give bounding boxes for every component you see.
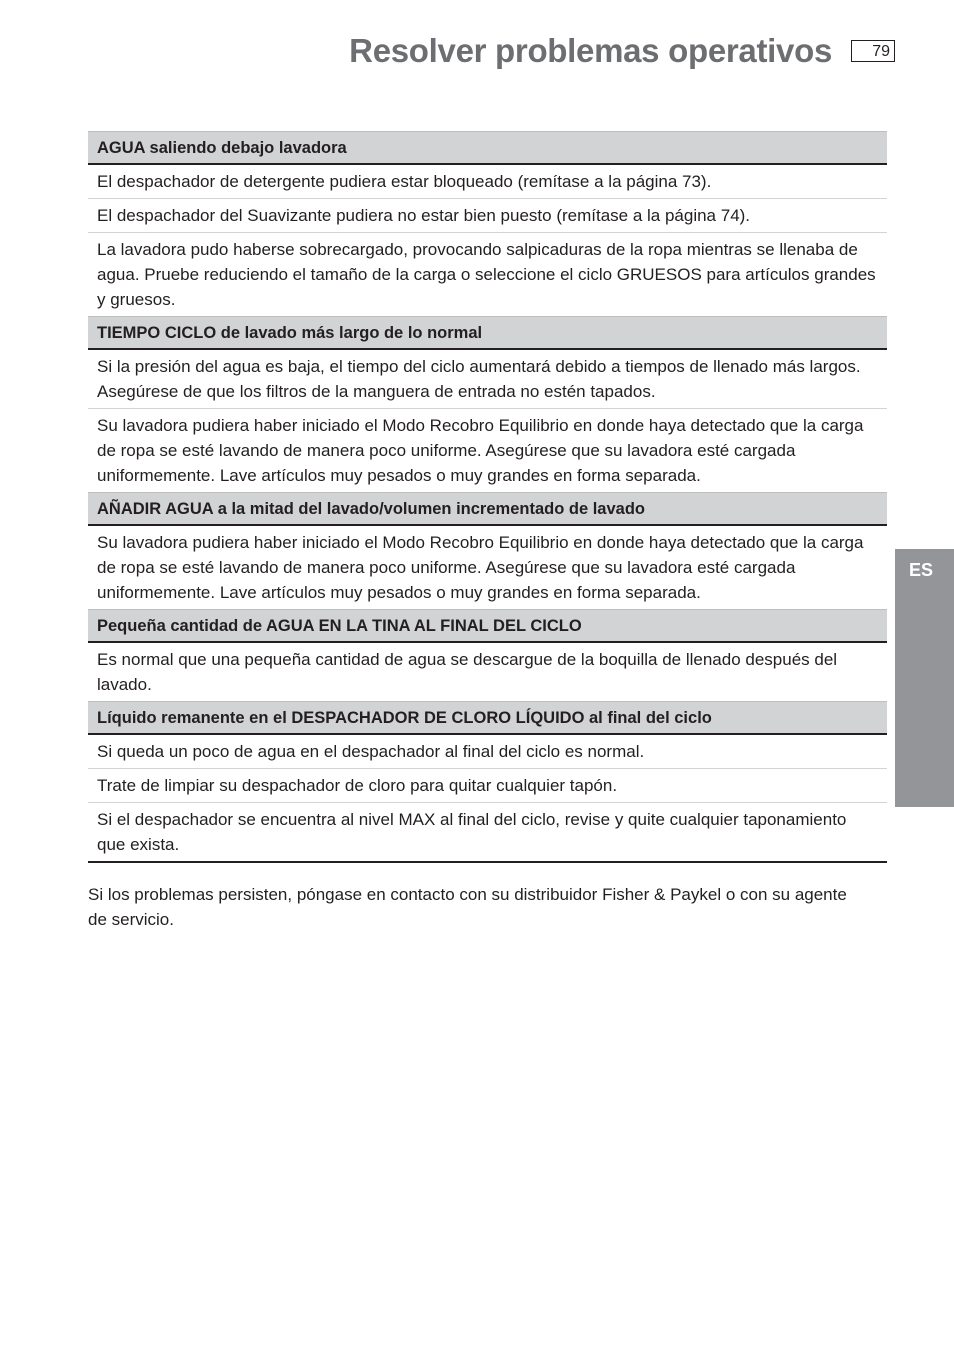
page-number: 79: [851, 40, 895, 62]
table-row: Su lavadora pudiera haber iniciado el Modo Recobro Equilibrio en donde haya detectado que la carga de ropa se esté lavando de manera poco uniforme. Asegúrese que su lavadora esté cargada uniformemente. Lave artículos muy pesados o muy grandes en forma separada.: [97, 533, 864, 602]
section-header: Pequeña cantidad de AGUA EN LA TINA AL FINAL DEL CICLO: [88, 609, 887, 643]
section-bleach-dispenser: [88, 701, 887, 861]
section-water-in-tub: [88, 609, 887, 701]
table-row: Trate de limpiar su despachador de cloro para quitar cualquier tapón.: [88, 769, 887, 803]
troubleshooting-table: [88, 131, 887, 863]
table-row: El despachador de detergente pudiera estar bloqueado (remítase a la página 73).: [88, 165, 887, 199]
footer-note: Si los problemas persisten, póngase en contacto con su distribuidor Fisher & Paykel o con su agente de servicio.: [88, 885, 847, 929]
table-row: Es normal que una pequeña cantidad de agua se descargue de la boquilla de llenado después del lavado.: [97, 650, 838, 694]
section-header: AGUA saliendo debajo lavadora: [88, 131, 887, 165]
section-water-leak: [88, 131, 887, 316]
section-header: Líquido remanente en el DESPACHADOR DE CLORO LÍQUIDO al final del ciclo: [88, 701, 887, 735]
language-tab-label: ES: [909, 560, 934, 580]
page-title: Resolver problemas operativos: [349, 32, 832, 69]
table-row: Si la presión del agua es baja, el tiempo del ciclo aumentará debido a tiempos de llenado más largos. Asegúrese de que los filtros de la manguera de entrada no estén tapados.: [88, 350, 887, 409]
language-tab: [895, 549, 954, 807]
section-add-water: [88, 492, 887, 609]
table-row: Si queda un poco de agua en el despachador al final del ciclo es normal.: [88, 735, 887, 769]
section-long-cycle: [88, 316, 887, 492]
table-row: La lavadora pudo haberse sobrecargado, provocando salpicaduras de la ropa mientras se llenaba de agua. Pruebe reduciendo el tamaño de la carga o seleccione el ciclo GRUESOS para artículos grandes y gruesos.: [97, 240, 876, 309]
table-row: Si el despachador se encuentra al nivel MAX al final del ciclo, revise y quite cualquier taponamiento que exista.: [97, 810, 847, 854]
table-row: El despachador del Suavizante pudiera no estar bien puesto (remítase a la página 74).: [88, 199, 887, 233]
section-header: AÑADIR AGUA a la mitad del lavado/volumen incrementado de lavado: [88, 492, 887, 526]
section-header: TIEMPO CICLO de lavado más largo de lo normal: [88, 316, 887, 350]
table-row: Su lavadora pudiera haber iniciado el Modo Recobro Equilibrio en donde haya detectado que la carga de ropa se esté lavando de manera poco uniforme. Asegúrese que su lavadora esté cargada uniformemente. Lave artículos muy pesados o muy grandes en forma separada.: [97, 416, 864, 485]
